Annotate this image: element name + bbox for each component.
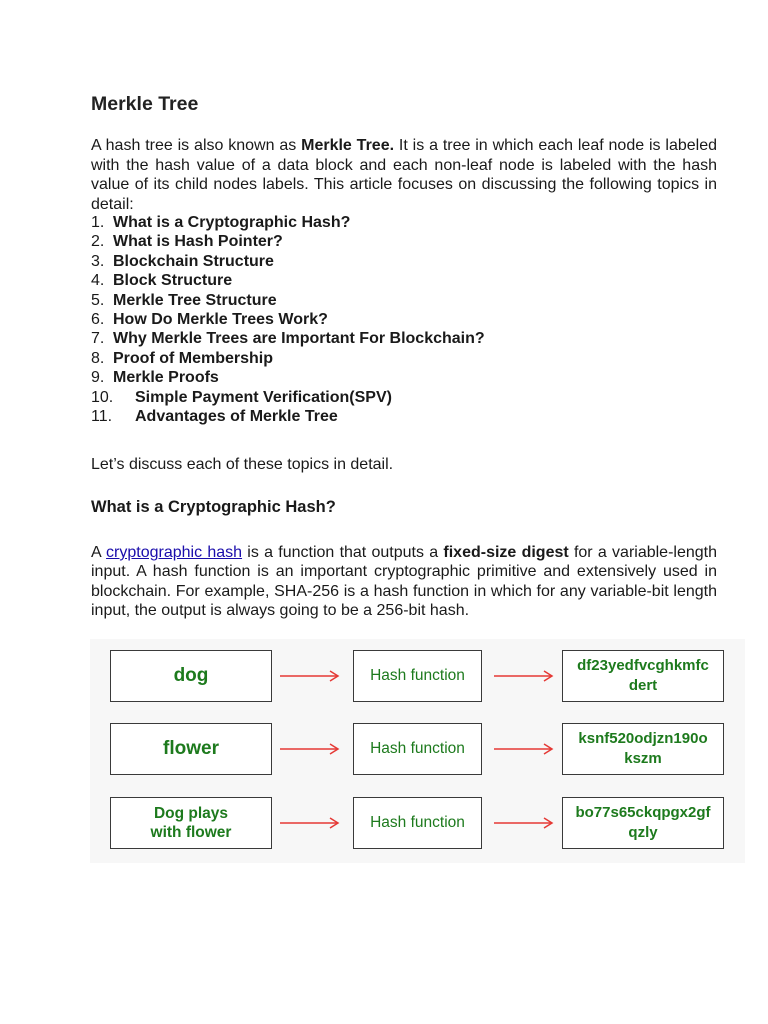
topic-number: 6.	[91, 311, 105, 329]
topic-text: Why Merkle Trees are Important For Blockchain?	[113, 330, 485, 348]
diagram-row-flower	[90, 723, 745, 779]
input-line: Dog plays	[153, 805, 229, 822]
right-arrow-icon	[493, 667, 555, 685]
hash-function-label: Hash function	[370, 814, 465, 831]
topic-item	[91, 213, 485, 232]
output-line: df23yedfvcghkmfc	[577, 657, 709, 674]
hash-function-box	[353, 650, 482, 702]
diagram-row-dog-plays-with-flower	[90, 797, 745, 853]
topic-number: 11.	[91, 408, 113, 426]
topic-item	[91, 291, 485, 310]
topic-item	[91, 407, 485, 426]
topic-item	[91, 388, 485, 407]
topic-item	[91, 310, 485, 329]
right-arrow-icon	[493, 740, 555, 758]
right-arrow-icon	[493, 814, 555, 832]
hash-function-diagram	[90, 639, 745, 863]
input-line: with flower	[150, 824, 232, 841]
topic-text: Merkle Proofs	[113, 369, 219, 387]
output-line: qzly	[628, 824, 658, 841]
intro-paragraph	[91, 136, 717, 214]
input-text: dog	[173, 665, 209, 686]
topic-number: 3.	[91, 252, 105, 270]
topic-number: 5.	[91, 291, 105, 309]
topic-item	[91, 252, 485, 271]
intro-bold-term: Merkle Tree.	[301, 137, 395, 154]
topic-text: Block Structure	[113, 272, 233, 290]
topic-number: 7.	[91, 330, 105, 348]
right-arrow-icon	[279, 814, 341, 832]
topic-item	[91, 232, 485, 251]
diagram-row-dog	[90, 650, 745, 706]
output-box	[562, 723, 724, 775]
topic-text: What is Hash Pointer?	[113, 233, 283, 251]
topic-item	[91, 368, 485, 387]
topic-number: 4.	[91, 272, 105, 290]
input-box	[110, 797, 272, 849]
topic-text: What is a Cryptographic Hash?	[113, 214, 351, 231]
topic-text: Blockchain Structure	[113, 252, 274, 270]
topic-number: 10.	[91, 388, 114, 406]
hash-mid: is a function that outputs a	[242, 544, 444, 561]
hash-function-label: Hash function	[370, 740, 465, 757]
input-box	[110, 650, 272, 702]
hash-bold-term: fixed-size digest	[443, 544, 569, 561]
topic-text: Merkle Tree Structure	[113, 291, 277, 309]
output-line: bo77s65ckqpgx2gf	[575, 804, 711, 821]
intro-rest: It is a tree in which each leaf node is labeled with the hash value of a data block and each non-leaf node is labeled with the hash value of its child nodes labels. This article focuses on discussing the following topics in detail:	[91, 137, 718, 213]
hash-function-box	[353, 797, 482, 849]
page-title: Merkle Tree	[91, 93, 199, 115]
topic-text: Simple Payment Verification(SPV)	[135, 388, 392, 406]
topic-number: 8.	[91, 349, 105, 367]
output-line: dert	[628, 677, 658, 694]
cryptographic-hash-link[interactable]: cryptographic hash	[106, 544, 243, 561]
topic-item	[91, 271, 485, 290]
hash-function-box	[353, 723, 482, 775]
topics-list	[91, 213, 485, 426]
section-heading: What is a Cryptographic Hash?	[91, 498, 336, 516]
output-line: kszm	[624, 750, 662, 767]
topic-item	[91, 349, 485, 368]
hash-lead: A	[91, 544, 107, 561]
input-box	[110, 723, 272, 775]
right-arrow-icon	[279, 740, 341, 758]
intro-lead: A hash tree is also known as	[91, 137, 302, 154]
topic-text: Advantages of Merkle Tree	[135, 408, 338, 426]
topic-number: 9.	[91, 369, 105, 387]
topic-text: Proof of Membership	[113, 349, 274, 367]
input-text: flower	[163, 738, 219, 759]
hash-function-label: Hash function	[370, 667, 465, 684]
right-arrow-icon	[279, 667, 341, 685]
topic-item	[91, 329, 485, 348]
topic-number: 2.	[91, 233, 105, 251]
output-line: ksnf520odjzn190o	[578, 730, 708, 747]
discuss-sentence: Let’s discuss each of these topics in detail.	[91, 456, 394, 473]
hash-rest: for a variable-length input. A hash function is an important cryptographic primitive and extensively used in blockchain. For example, SHA-256 is a hash function in which for any variable-bit length input, the output is always going to be a 256-bit hash.	[91, 544, 717, 619]
hash-paragraph	[91, 543, 717, 620]
topic-number: 1.	[91, 214, 105, 231]
topic-text: How Do Merkle Trees Work?	[113, 311, 328, 329]
output-box	[562, 650, 724, 702]
output-box	[562, 797, 724, 849]
